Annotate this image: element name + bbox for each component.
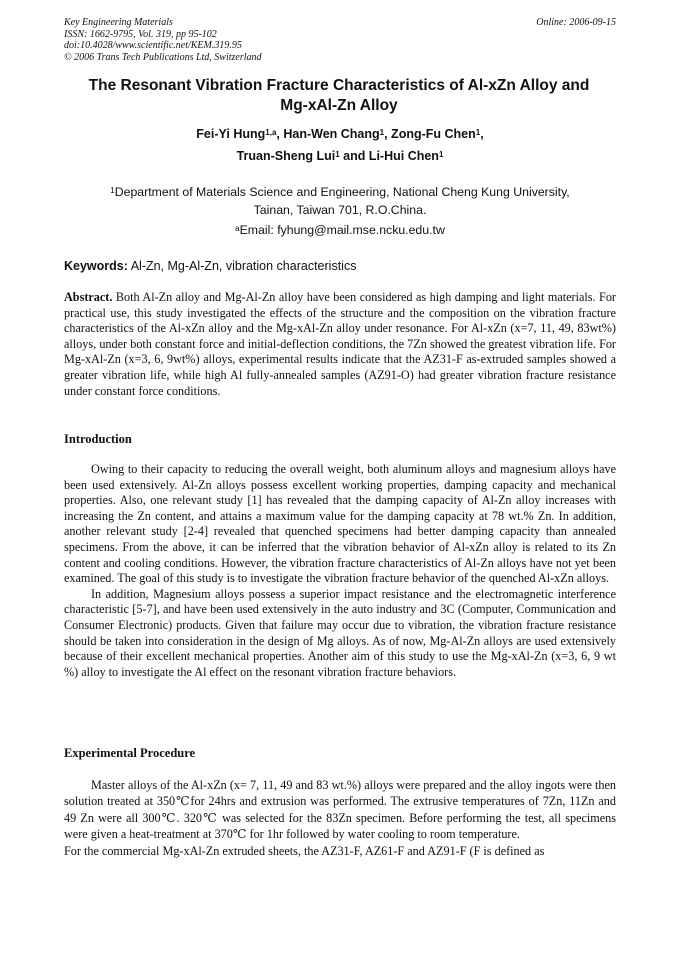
author-name: , Han-Wen Chang: [276, 127, 380, 141]
author-affil-mark: 1: [379, 128, 385, 137]
keywords-label: Keywords:: [64, 259, 128, 273]
author-affil-mark: 1: [335, 150, 340, 159]
affiliation-block: [64, 184, 616, 240]
author-affil-mark: 1: [475, 128, 481, 137]
affiliation-line-1: [64, 184, 616, 202]
title-line-2: Mg-xAl-Zn Alloy: [280, 97, 398, 114]
author-affil-mark: 1: [438, 150, 444, 159]
introduction-paragraph-1: Owing to their capacity to reducing the overall weight, both aluminum alloys and magnesium alloys have been used extensively. Al-Zn alloys possess excellent working properties, damping capacity and mechanical properties. Also, one relevant study [1] has revealed that the damping capacity of Al-Zn alloy increases with increasing the Zn content, and attains a maximum value for the damping capacity at 78 wt.% Zn. In addition, another relevant study [2-4] revealed that quenched specimens had better damping capacity than annealed specimens. From the above, it can be inferred that the vibration behavior of Al-xZn alloy is related to its Zn content and cooling conditions. However, the vibration fracture characteristics of Al-Zn alloys have not yet been examined. The goal of this study is to investigate the vibration fracture behavior of the quenched Al-xZn alloys.: [64, 462, 616, 586]
section-heading-introduction: Introduction: [64, 432, 132, 446]
email-mark: a: [235, 224, 240, 233]
title-line-1: The Resonant Vibration Fracture Characteristics of Al-xZn Alloy and: [88, 77, 590, 94]
experimental-paragraph-1: Master alloys of the Al-xZn (x= 7, 11, 49 and 83 wt.%) alloys were prepared and the alloy ingots were then solution treated at 350℃for 24hrs and extrusion was performed. The extrusive temperatures of 7Zn, 11Zn and 49 Zn were all 300℃. 320℃ was selected for the 83Zn specimen. Before performing the test, all specimens were given a heat-treatment at 370℃ for 1hr followed by water cooling to room temperature.: [64, 778, 616, 842]
author-affil-mark: 1,a: [265, 128, 277, 137]
keywords: [64, 258, 616, 275]
journal-issn: ISSN: 1662-9795, Vol. 319, pp 95-102: [64, 28, 217, 40]
journal-doi: doi:10.4028/www.scientific.net/KEM.319.95: [64, 40, 242, 51]
author-name: Truan-Sheng Lui: [236, 149, 336, 163]
affiliation-text: Department of Materials Science and Engineering, National Cheng Kung University,: [114, 185, 570, 199]
abstract-text: Both Al-Zn alloy and Mg-Al-Zn alloy have been considered as high damping and light materials. For practical use, this study investigated the effects of the structure and the composition on the vibration fracture characteristics of the Al-xZn alloy and the Mg-xAl-Zn alloy under resonance. For Al-xZn (x=7, 11, 49, 83wt%) alloys, under both constant force and initial-deflection conditions, the 7Zn showed the greatest vibration life. For Mg-xAl-Zn (x=3, 6, 9wt%) alloys, experimental results indicate that the AZ31-F as-extruded samples showed a greater vibration life, while high Al fully-annealed samples (AZ91-O) had greater vibration fracture resistance under constant force conditions.: [64, 290, 616, 398]
paper-title: [60, 76, 618, 116]
affiliation-line-2: Tainan, Taiwan 701, R.O.China.: [253, 203, 427, 217]
email-line: [64, 222, 616, 240]
abstract-label: Abstract.: [64, 290, 113, 304]
journal-header: [64, 17, 616, 63]
introduction-paragraph-2: In addition, Magnesium alloys possess a superior impact resistance and the electromagnetic interference characteristic [5-7], and have been used extensively in the auto industry and 3C (Computer, Communication and Consumer Electronic) products. Given that failure may occur due to vibration, the vibration fracture resistance should be taken into consideration in the design of Mg alloys. As of now, Mg-Al-Zn alloys are used extensively because of their excellent mechanical properties. Another aim of this study to use the Mg-xAl-Zn (x=3, 6, 9 wt %) alloy to investigate the Al effect on the resonant vibration fracture behaviors.: [64, 586, 616, 679]
experimental-paragraph-2: For the commercial Mg-xAl-Zn extruded sheets, the AZ31-F, AZ61-F and AZ91-F (F is defined as: [64, 843, 545, 858]
experimental-body: [64, 777, 616, 859]
author-separator: ,: [480, 127, 484, 141]
author-list: [64, 124, 616, 168]
affiliation-mark: 1: [110, 186, 115, 195]
abstract: [64, 290, 616, 399]
online-date: Online: 2006-09-15: [536, 17, 616, 28]
introduction-body: [64, 462, 616, 680]
author-line-1: [64, 124, 616, 146]
email-address[interactable]: Email: fyhung@mail.mse.ncku.edu.tw: [239, 223, 445, 237]
journal-copyright: © 2006 Trans Tech Publications Ltd, Switzerland: [64, 51, 262, 63]
keywords-text: Al-Zn, Mg-Al-Zn, vibration characteristics: [127, 259, 357, 273]
journal-name: Key Engineering Materials: [64, 17, 173, 28]
author-name: and Li-Hui Chen: [339, 149, 439, 163]
author-name: Fei-Yi Hung: [196, 127, 266, 141]
author-line-2: [64, 146, 616, 168]
author-name: , Zong-Fu Chen: [384, 127, 476, 141]
section-heading-experimental: Experimental Procedure: [64, 746, 196, 760]
